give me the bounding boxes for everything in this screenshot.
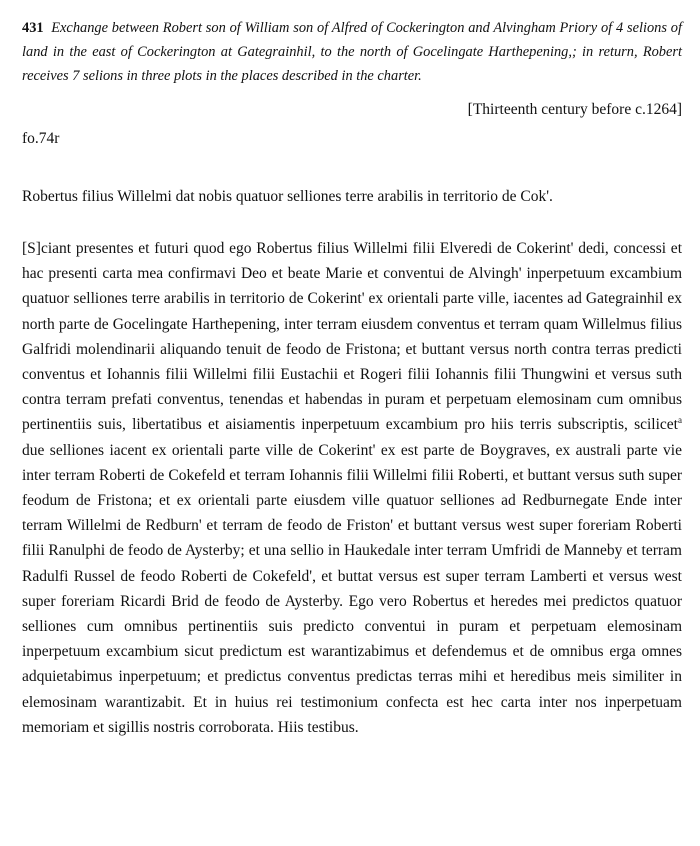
entry-number: 431 — [22, 20, 44, 36]
charter-text-part-1: [S]ciant presentes et futuri quod ego Robertus filius Willelmi filii Elveredi de Cokerint' dedi, concessi et hac presenti carta mea confirmavi Deo et beate Marie et conventui de Alvingh' inperpetuum excambium quatuor selliones terre arabilis in territorio de Cokerint' ex orientali parte ville, iacentes ad Gategrainhil ex north parte de Gocelingate Harthepening, inter terram eiusdem conventus et terram quam Willelmus filius Galfridi molendinarii aliquando tenuit de feodo de Fristona; et buttant versus north contra terras predicti conventus et Iohannis filii Willelmi filii Eustachii et Rogeri filii Iohannis filii Thungwini et versus suth contra terram prefati conventus, tenendas et habendas in puram et perpetuam elemosinam cum omnibus pertinentiis suis, libertatibus et aisiamentis inperpetuum excambium pro hiis terris subscriptis, scilicet — [22, 240, 682, 434]
entry-heading — [22, 16, 682, 88]
entry-description: Exchange between Robert son of William son of Alfred of Cockerington and Alvingham Priory of 4 selions of land in the east of Cockerington at Gategrainhil, to the north of Gocelingate Harthepening,; in return, Robert receives 7 selions in three plots in the places described in the charter. — [22, 20, 682, 84]
footnote-marker: a — [678, 415, 682, 426]
entry-date: [Thirteenth century before c.1264] — [467, 101, 682, 118]
charter-text — [22, 236, 682, 740]
charter-text-part-2: due selliones iacent ex orientali parte ville de Cokerint' ex est parte de Boygraves, ex australi parte vie inter terram Roberti de Cokefeld et terram Iohannis filii Willelmi filii Roberti, et buttant versus suth super feodum de Fristona; et ex orientali parte eiusdem ville quatuor selliones ad Redburnegate Ende inter terram Willelmi de Redburn' et terram de feodo de Friston' et buttant versus west super foreriam Roberti filii Ranulphi de feodo de Aysterby; et una sellio in Haukedale inter terram Umfridi de Manneby et terram Radulfi Russel de feodo Roberti de Cokefeld', et buttat versus est super terram Lamberti et versus west super foreriam Ricardi Brid de feodo de Aysterby. Ego vero Robertus et heredes mei predictos quatuor selliones cum omnibus pertinentiis suis predicto conventui in puram et perpetuam elemosinam inperpetuum excambium sicut predictum est warantizabimus et defendemus et de omnibus erga omnes adquietabimus inperpetuum; et predictus conventus predictas terras mihi et heredibus meis similiter in elemosinam warantizabit. Et in huius rei testimonium confecta est hec carta inter nos inperpetuam memoriam et sigillis nostris corroborata. Hiis testibus. — [22, 441, 682, 736]
folio-reference: fo.74r — [22, 130, 60, 147]
rubric: Robertus filius Willelmi dat nobis quatuor selliones terre arabilis in territorio de Cok'. — [22, 188, 553, 205]
